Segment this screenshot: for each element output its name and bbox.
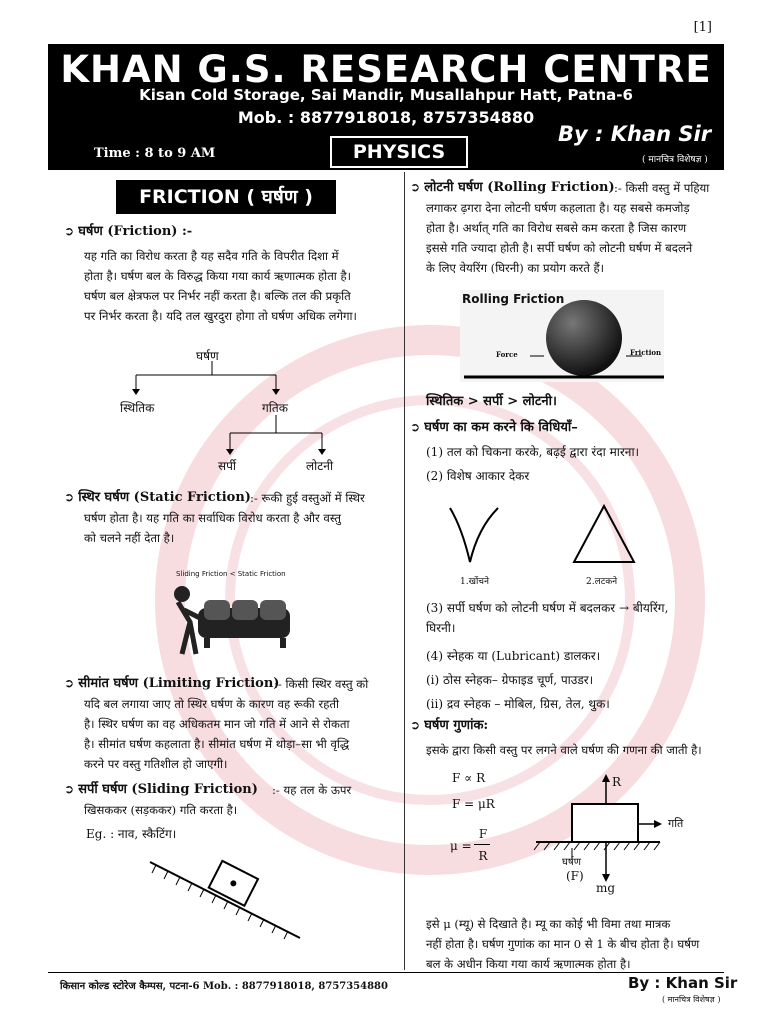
- formula-mu: μ =: [450, 839, 472, 853]
- sliding-para: खिसककर (सड़ककर) गति करता है।: [84, 803, 238, 817]
- arrow-icon: ➲: [410, 420, 425, 434]
- force-label: Force: [496, 350, 518, 359]
- shape-diagrams: [440, 500, 640, 576]
- limiting-paragraph: यदि बल लगाया जाए तो स्थिर घर्षण के कारण वह रूकी रहती है। स्थिर घर्षण का वह अधिकतम मान जो गति में आने से रोकता है। सीमांत घर्षण कहलाता है। सीमांत घर्षण में थोड़ा–सा भी वृद्धि करने पर वस्तु गतिशील हो जाएगी।: [84, 697, 350, 771]
- footer-author: By : Khan Sir: [628, 974, 738, 992]
- arrow-icon: ➲: [64, 224, 79, 238]
- coefficient-paragraph: इसके द्वारा किसी वस्तु पर लगने वाले घर्षण की गणना की जाती है।: [426, 743, 702, 757]
- friction-label: Friction: [630, 348, 662, 357]
- friction-heading: ➲ घर्षण (Friction) :-: [64, 224, 193, 239]
- tree-rolling: लोटनी: [306, 459, 334, 473]
- limiting-heading: ➲ सीमांत घर्षण (Limiting Friction): [64, 676, 280, 691]
- tree-static: स्थितिक: [120, 401, 155, 415]
- header-banner: [48, 44, 724, 170]
- page-number: [1]: [693, 20, 712, 35]
- sofa-caption: Sliding Friction < Static Friction: [176, 570, 286, 578]
- motion-label: गति: [668, 817, 684, 830]
- institute-address: Kisan Cold Storage, Sai Mandir, Musallahpur Hatt, Patna-6: [139, 86, 633, 104]
- tree-root: घर्षण: [196, 349, 219, 363]
- method-2: (2) विशेष आकार देकर: [426, 469, 530, 483]
- footer-address: किसान कोल्ड स्टोरेज कैम्पस, पटना-6 Mob. : 8877918018, 8757354880: [60, 981, 388, 992]
- arrow-icon: ➲: [64, 676, 79, 690]
- author-name: By : Khan Sir: [558, 122, 712, 146]
- friction-order: स्थितिक > सर्पी > लोटनी।: [426, 394, 557, 409]
- inclined-plane-illustration: [140, 850, 310, 950]
- tree-kinetic: गतिक: [262, 401, 288, 415]
- institute-title: KHAN G.S. RESEARCH CENTRE: [60, 48, 712, 91]
- coefficient-heading: ➲ घर्षण गुणांक:: [410, 718, 489, 733]
- normal-label: R: [612, 775, 622, 789]
- method-1: (1) तल को चिकना करके, बढ़ई द्वारा रंदा मारना।: [426, 445, 640, 459]
- friction-f-label: (F): [566, 869, 584, 883]
- tree-sliding: सर्पी: [218, 459, 237, 473]
- mu-paragraph: इसे μ (म्यू) से दिखाते है। म्यू का कोई भी विमा तथा मात्रक नहीं होता है। घर्षण गुणांक का मान 0 से 1 के बीच होता है। घर्षण बल के अधीन किया गया कार्य ऋणात्मक होता है।: [426, 917, 700, 971]
- fraction-numerator: F: [478, 827, 488, 841]
- shape-label-2: 2.लटकने: [586, 577, 618, 587]
- institute-mobile: Mob. : 8877918018, 8757354880: [237, 108, 535, 127]
- arrow-icon: ➲: [410, 718, 425, 732]
- sliding-example: Eg. : नाव, स्कैटिंग।: [86, 827, 177, 841]
- methods-heading: ➲ घर्षण का कम करने कि विधियाँ–: [410, 420, 578, 435]
- sofa-push-illustration: [160, 582, 300, 658]
- rolling-paragraph: लगाकर ढ़गरा देना लोटनी घर्षण कहलाता है। यह सबसे कमजोड़ होता है। अर्थात् गति का विरोध सबसे कम करता है जिस कारण इससे गति ज्यादा होती है। सर्पी घर्षण को लोटनी घर्षण में बदलने के लिए वेयरिंग (घिरनी) का प्रयोग करते हैं।: [426, 201, 693, 275]
- static-heading: ➲ स्थिर घर्षण (Static Friction): [64, 490, 251, 505]
- rolling-para-start: :- किसी वस्तु में पहिया: [614, 181, 710, 195]
- weight-label: mg: [596, 881, 616, 895]
- sliding-heading: ➲ सर्पी घर्षण (Sliding Friction): [64, 782, 258, 797]
- friction-block-label: घर्षण: [562, 857, 581, 868]
- arrow-icon: ➲: [410, 180, 425, 194]
- static-para-start: :- रूकी हुई वस्तुओं में स्थिर: [250, 491, 365, 505]
- rolling-heading: ➲ लोटनी घर्षण (Rolling Friction): [410, 180, 615, 195]
- class-time: Time : 8 to 9 AM: [94, 146, 216, 161]
- arrow-icon: ➲: [64, 782, 79, 796]
- arrow-icon: ➲: [64, 490, 79, 504]
- topic-title: FRICTION ( घर्षण ): [116, 180, 336, 214]
- formula-proportional: F ∝ R: [452, 771, 486, 785]
- limiting-para-start: :- किसी स्थिर वस्तु को: [274, 677, 369, 691]
- author-title: ( मानचित्र विशेषज्ञ ): [642, 155, 708, 165]
- column-divider: [404, 172, 405, 970]
- formula-friction: F = μR: [452, 797, 495, 811]
- block-force-diagram: [530, 770, 670, 890]
- subject-badge: PHYSICS: [330, 136, 468, 168]
- sliding-para-start: :- यह तल के ऊपर: [272, 783, 352, 797]
- fraction-bar: [474, 844, 490, 845]
- shape-label-1: 1.खोंचने: [460, 577, 489, 587]
- footer-rule: [48, 972, 724, 973]
- rolling-figure-title: Rolling Friction: [462, 292, 565, 306]
- methods-more: (3) सर्पी घर्षण को लोटनी घर्षण में बदलकर → बीयरिंग, घिरनी। (4) स्नेहक या (Lubricant) डालकर। (i) ठोस स्नेहक– ग्रेफाइड चूर्ण, पाउडर। (ii) द्रव स्नेहक – मोबिल, ग्रिस, तेल, थुक।: [426, 601, 669, 711]
- friction-paragraph: यह गति का विरोध करता है यह सदैव गति के विपरीत दिशा में होता है। घर्षण बल के विरुद्ध किया गया कार्य ऋणात्मक होता है। घर्षण बल क्षेत्रफल पर निर्भर नहीं करता है। बल्कि तल की प्रकृति पर निर्भर करता है। यदि तल खुरदुरा होगा तो घर्षण अधिक लगेगा।: [84, 249, 357, 323]
- static-paragraph: घर्षण होता है। यह गति का सर्वाधिक विरोध करता है और वस्तु को चलने नहीं देता है।: [84, 511, 341, 545]
- fraction-denominator: R: [478, 849, 488, 863]
- footer-author-title: ( मानचित्र विशेषज्ञ ): [662, 995, 721, 1004]
- rolling-friction-figure: [460, 290, 664, 382]
